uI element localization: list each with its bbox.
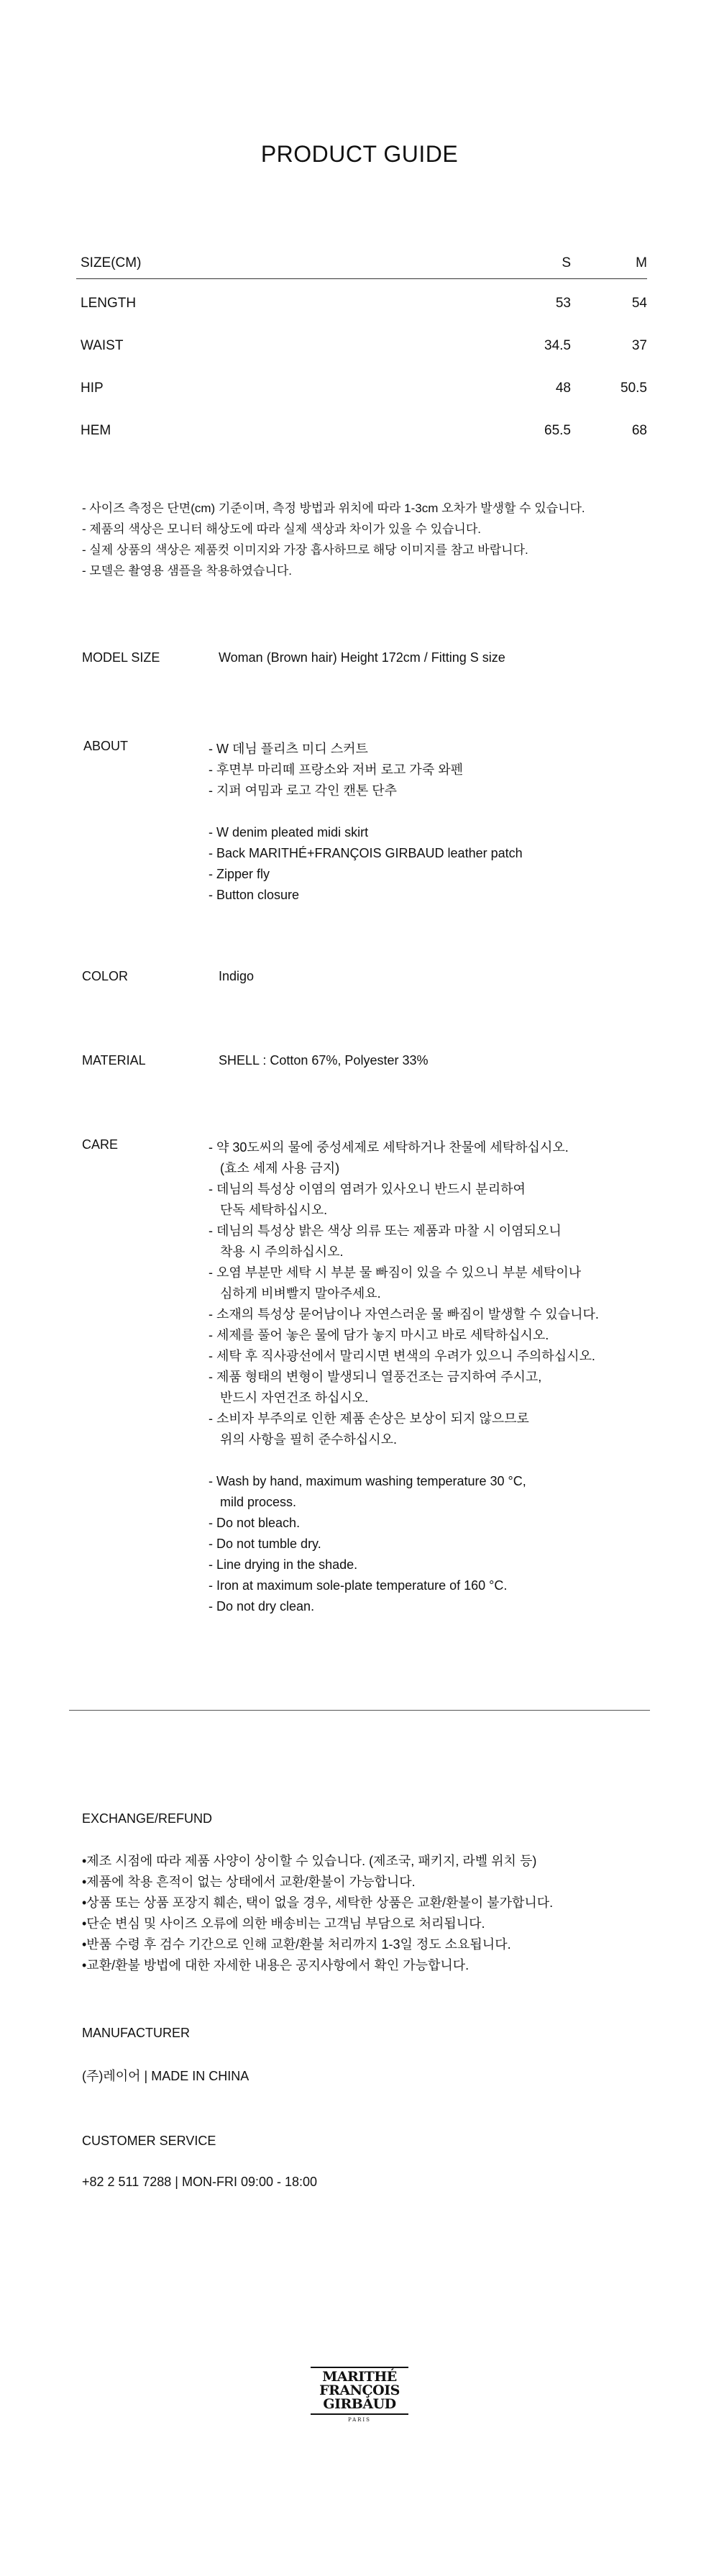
list-item: - 데님의 특성상 밝은 색상 의류 또는 제품과 마찰 시 이염되오니 <box>209 1224 562 1238</box>
color-label: COLOR <box>82 969 129 983</box>
list-item: (효소 세제 사용 금지) <box>220 1161 340 1175</box>
exchange-heading: EXCHANGE/REFUND <box>82 1811 213 1826</box>
list-item: 착용 시 주의하십시오. <box>220 1244 344 1259</box>
list-item: - Do not bleach. <box>209 1516 301 1530</box>
list-item: - 오염 부분만 세탁 시 부분 물 빠짐이 있을 수 있으니 부분 세탁이나 <box>209 1265 582 1280</box>
section-divider <box>69 1710 650 1711</box>
list-item: - 지퍼 여밈과 로고 각인 캔톤 단추 <box>209 783 398 798</box>
size-notes <box>82 498 585 581</box>
care-list <box>209 1137 599 1617</box>
material-value: SHELL : Cotton 67%, Polyester 33% <box>219 1053 429 1068</box>
size-header-s: S <box>562 255 571 270</box>
model-size-value: Woman (Brown hair) Height 172cm / Fitting S size <box>219 650 505 665</box>
list-item: 심하게 비벼빨지 말아주세요. <box>220 1286 381 1301</box>
size-row-m: 50.5 <box>620 380 647 396</box>
list-item: - 세제를 풀어 놓은 물에 담가 놓지 마시고 바로 세탁하십시오. <box>209 1328 549 1342</box>
care-label: CARE <box>82 1137 119 1152</box>
table-row <box>76 367 647 409</box>
note-line: - 제품의 색상은 모니터 해상도에 따라 실제 색상과 차이가 있을 수 있습니다. <box>82 522 481 536</box>
list-item: •반품 수령 후 검수 기간으로 인해 교환/환불 처리까지 1-3일 정도 소요됩니다. <box>82 1937 511 1952</box>
size-row-label: HEM <box>81 422 111 438</box>
size-row-label: LENGTH <box>81 295 137 311</box>
list-item: - W 데님 플리츠 미디 스커트 <box>209 742 368 756</box>
size-row-m: 37 <box>631 337 647 353</box>
list-item: - Button closure <box>209 888 300 902</box>
manufacturer-heading: MANUFACTURER <box>82 2026 191 2040</box>
table-row <box>76 282 647 324</box>
logo-line-4: PARIS <box>348 2417 371 2423</box>
size-row-s: 48 <box>555 380 571 396</box>
list-item: - W denim pleated midi skirt <box>209 825 369 839</box>
note-line: - 모델은 촬영용 샘플을 착용하였습니다. <box>82 564 293 578</box>
about-list <box>209 739 523 906</box>
list-item: - 소재의 특성상 묻어남이나 자연스러운 물 빠짐이 발생할 수 있습니다. <box>209 1307 599 1321</box>
list-item: - Do not tumble dry. <box>209 1537 321 1551</box>
note-line: - 사이즈 측정은 단면(cm) 기준이며, 측정 방법과 위치에 따라 1-3cm 오차가 발생할 수 있습니다. <box>82 501 585 515</box>
list-item: - 데님의 특성상 이염의 염려가 있사오니 반드시 분리하여 <box>209 1182 526 1196</box>
list-item: •제품에 착용 흔적이 없는 상태에서 교환/환불이 가능합니다. <box>82 1875 416 1889</box>
list-item: 위의 사항을 필히 준수하십시오. <box>220 1432 398 1447</box>
list-item: mild process. <box>220 1495 297 1509</box>
size-header-m: M <box>636 255 647 270</box>
list-item: - Zipper fly <box>209 867 270 881</box>
list-item: - Wash by hand, maximum washing temperature 30 °C, <box>209 1474 526 1488</box>
list-item: - Do not dry clean. <box>209 1599 315 1614</box>
list-item: 단독 세탁하십시오. <box>220 1203 328 1217</box>
customer-service-heading: CUSTOMER SERVICE <box>82 2134 216 2148</box>
exchange-list <box>82 1851 553 1976</box>
size-table-header <box>76 248 647 279</box>
size-row-s: 34.5 <box>544 337 571 353</box>
page-title: PRODUCT GUIDE <box>260 141 459 167</box>
size-header-label: SIZE(CM) <box>81 255 142 270</box>
size-row-m: 68 <box>631 422 647 438</box>
brand-logo <box>306 2367 413 2423</box>
table-row <box>76 409 647 452</box>
list-item: - 약 30도씨의 물에 중성세제로 세탁하거나 찬물에 세탁하십시오. <box>209 1140 569 1155</box>
list-item: - Line drying in the shade. <box>209 1557 358 1572</box>
logo-line-2: FRANÇOIS <box>319 2382 400 2398</box>
table-row <box>76 324 647 367</box>
list-item: - 후면부 마리떼 프랑소와 저버 로고 가죽 와펜 <box>209 763 463 777</box>
list-item: 반드시 자연건조 하십시오. <box>220 1391 369 1405</box>
color-value: Indigo <box>219 969 255 983</box>
list-item: •교환/환불 방법에 대한 자세한 내용은 공지사항에서 확인 가능합니다. <box>82 1958 470 1972</box>
model-size-label: MODEL SIZE <box>82 650 160 665</box>
size-row-m: 54 <box>631 295 647 311</box>
list-item: - 소비자 부주의로 인한 제품 손상은 보상이 되지 않으므로 <box>209 1411 529 1426</box>
logo-line-3: GIRBAUD <box>323 2396 396 2412</box>
customer-service-value: +82 2 511 7288 | MON-FRI 09:00 - 18:00 <box>82 2175 318 2189</box>
logo-line-1: MARITHÉ <box>322 2369 397 2385</box>
size-row-label: WAIST <box>81 337 124 353</box>
note-line: - 실제 상품의 색상은 제품컷 이미지와 가장 흡사하므로 해당 이미지를 참고 바랍니다. <box>82 543 528 557</box>
list-item: - 세탁 후 직사광선에서 말리시면 변색의 우려가 있으니 주의하십시오. <box>209 1349 595 1363</box>
manufacturer-value: (주)레이어 | MADE IN CHINA <box>82 2069 249 2083</box>
list-item: •제조 시점에 따라 제품 사양이 상이할 수 있습니다. (제조국, 패키지, 라벨 위치 등) <box>82 1854 537 1868</box>
material-label: MATERIAL <box>82 1053 146 1068</box>
list-item: - Iron at maximum sole-plate temperature of 160 °C. <box>209 1578 508 1593</box>
size-row-s: 65.5 <box>544 422 571 438</box>
size-table <box>76 248 647 452</box>
list-item: •상품 또는 상품 포장지 훼손, 택이 없을 경우, 세탁한 상품은 교환/환불이 불가합니다. <box>82 1895 554 1910</box>
size-table-body <box>76 279 647 452</box>
list-item: - 제품 형태의 변형이 발생되니 열풍건조는 금지하여 주시고, <box>209 1370 542 1384</box>
about-label: ABOUT <box>83 739 129 753</box>
list-item: •단순 변심 및 사이즈 오류에 의한 배송비는 고객님 부담으로 처리됩니다. <box>82 1916 485 1931</box>
size-row-label: HIP <box>81 380 104 396</box>
list-item: - Back MARITHÉ+FRANÇOIS GIRBAUD leather patch <box>209 846 523 860</box>
size-row-s: 53 <box>555 295 571 311</box>
